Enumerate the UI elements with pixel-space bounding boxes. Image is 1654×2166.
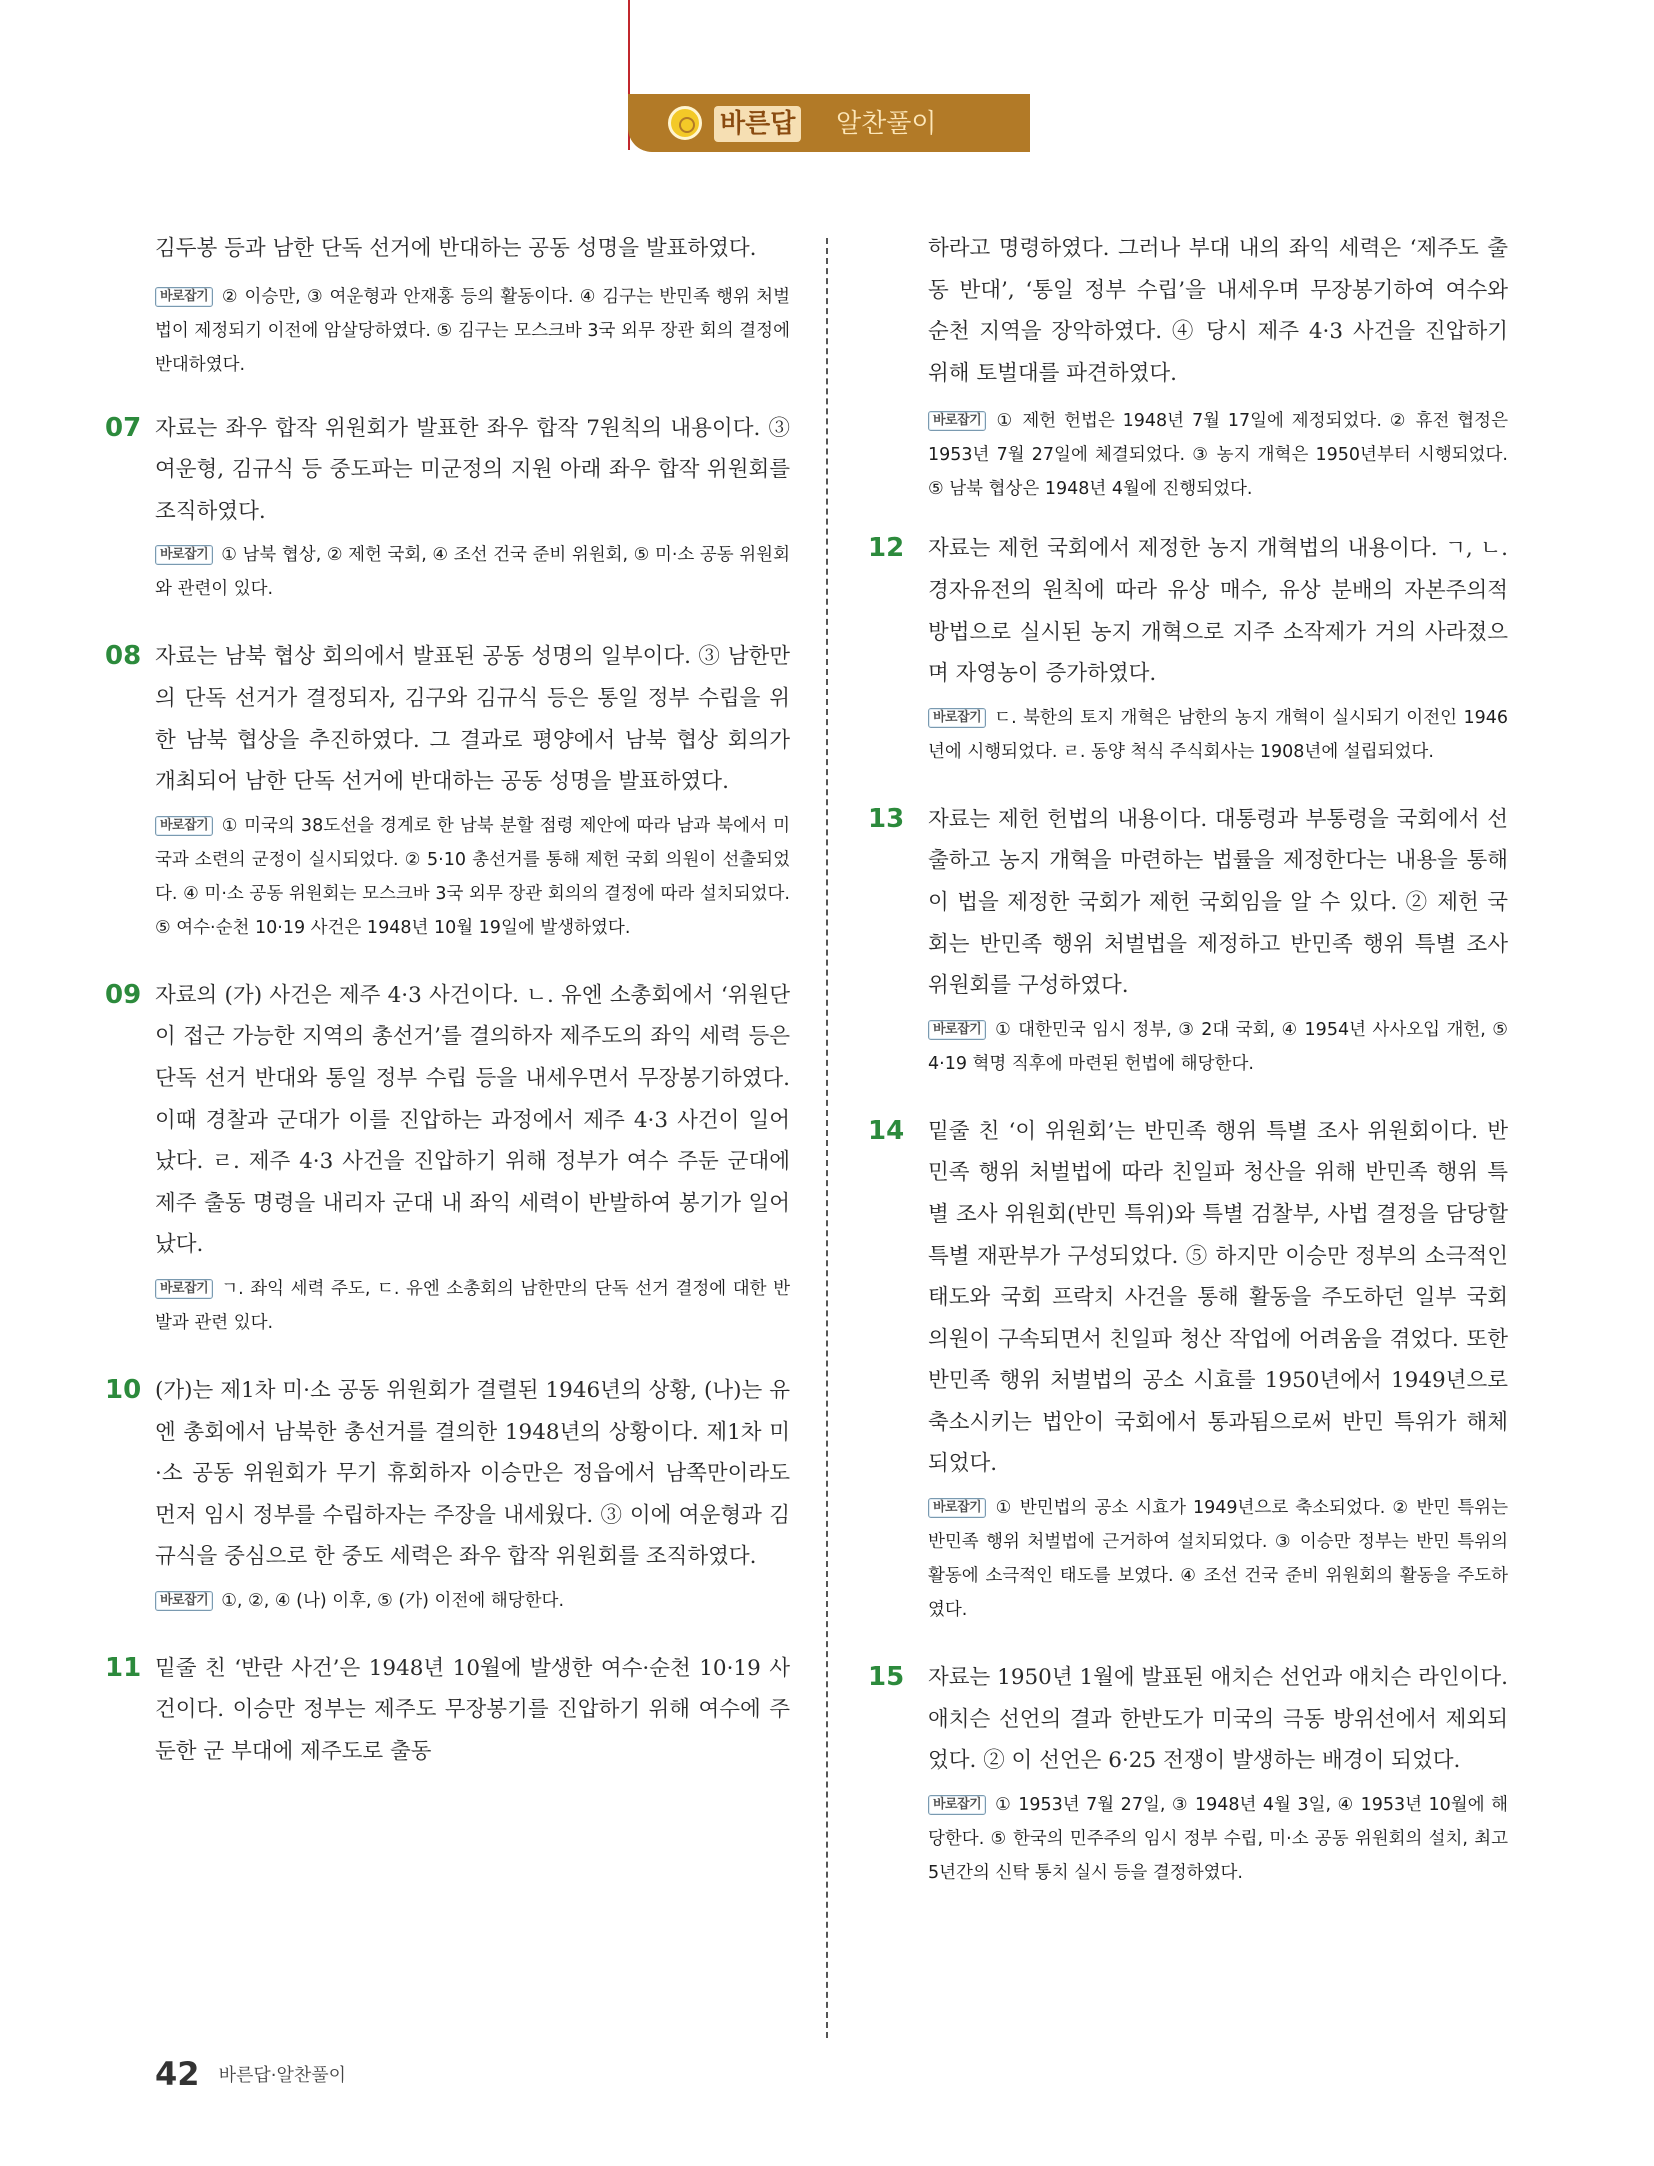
correction-badge: 바로잡기	[155, 816, 213, 836]
answer-item-09	[105, 975, 790, 1340]
item-note	[155, 809, 790, 945]
right-intro-text: 하라고 명령하였다. 그러나 부대 내의 좌익 세력은 ‘제주도 출동 반대’, ‘통일 정부 수립’을 내세우며 무장봉기하여 여수와 순천 지역을 장악하였다. ④ 당시 제주 4·3 사건을 진압하기 위해 토벌대를 파견하였다.	[928, 236, 1508, 386]
item-number: 09	[105, 979, 142, 1010]
answer-item-10	[105, 1370, 790, 1618]
answer-item-13	[868, 799, 1508, 1081]
item-explanation: (가)는 제1차 미·소 공동 위원회가 결렬된 1946년의 상황, (나)는 유엔 총회에서 남북한 총선거를 결의한 1948년의 상황이다. 제1차 미·소 공동 위원회가 무기 휴회하자 이승만은 정읍에서 남쪽만이라도 먼저 임시 정부를 수립하자는 주장을 내세웠다. ③ 이에 여운형과 김규식을 중심으로 한 중도 세력은 좌우 합작 위원회를 조직하였다.	[155, 1377, 790, 1570]
correction-badge: 바로잡기	[155, 545, 213, 565]
column-divider	[826, 238, 828, 2038]
header-tab	[628, 94, 1030, 152]
note-text: ① 대한민국 임시 정부, ③ 2대 국회, ④ 1954년 사사오입 개헌, ⑤ 4·19 혁명 직후에 마련된 헌법에 해당한다.	[928, 1019, 1508, 1074]
item-number: 11	[105, 1652, 142, 1683]
answer-item-07	[105, 408, 790, 607]
correction-badge: 바로잡기	[928, 708, 986, 728]
note-text: ① 1953년 7월 27일, ③ 1948년 4월 3일, ④ 1953년 10월에 해당한다. ⑤ 한국의 민주주의 임시 정부 수립, 미·소 공동 위원회의 설치, 최고 5년간의 신탁 통치 실시 등을 결정하였다.	[928, 1794, 1508, 1883]
note-text: ① 남북 협상, ② 제헌 국회, ④ 조선 건국 준비 위원회, ⑤ 미·소 공동 위원회와 관련이 있다.	[155, 545, 790, 600]
item-number: 10	[105, 1374, 142, 1405]
item-note	[928, 1491, 1508, 1627]
correction-badge: 바로잡기	[928, 411, 986, 431]
note-text: ①, ②, ④ (나) 이후, ⑤ (가) 이전에 해당한다.	[221, 1590, 565, 1611]
page-footer	[155, 2055, 346, 2093]
item-note	[155, 538, 790, 606]
item-number: 08	[105, 641, 142, 672]
item-explanation: 자료는 제헌 국회에서 제정한 농지 개혁법의 내용이다. ㄱ, ㄴ. 경자유전의 원칙에 따라 유상 매수, 유상 분배의 자본주의적 방법으로 실시된 농지 개혁으로 지주 소작제가 거의 사라졌으며 자영농이 증가하였다.	[928, 536, 1508, 687]
note-text: ② 이승만, ③ 여운형과 안재홍 등의 활동이다. ④ 김구는 반민족 행위 처벌법이 제정되기 이전에 암살당하였다. ⑤ 김구는 모스크바 3국 외무 장관 회의 결정에 반대하였다.	[155, 286, 790, 375]
footer-label: 바른답·알찬풀이	[218, 2065, 347, 2086]
correction-badge: 바로잡기	[928, 1795, 986, 1815]
right-column	[868, 228, 1508, 1920]
header-brand-sub: 알찬풀이	[836, 109, 937, 139]
item-explanation: 자료의 (가) 사건은 제주 4·3 사건이다. ㄴ. 유엔 소총회에서 ‘위원단이 접근 가능한 지역의 총선거’를 결의하자 제주도의 좌익 세력 등은 단독 선거 반대와 통일 정부 수립 등을 내세우면서 무장봉기하였다. 이때 경찰과 군대가 이를 진압하는 과정에서 제주 4·3 사건이 일어났다. ㄹ. 제주 4·3 사건을 진압하기 위해 정부가 여수 주둔 군대에 제주 출동 명령을 내리자 군대 내 좌익 세력이 반발하여 봉기가 일어났다.	[155, 982, 790, 1258]
page-number: 42	[155, 2055, 200, 2093]
note-text: ㄷ. 북한의 토지 개혁은 남한의 농지 개혁이 실시되기 이전인 1946년에 시행되었다. ㄹ. 동양 척식 주식회사는 1908년에 설립되었다.	[928, 707, 1508, 762]
item-number: 12	[868, 533, 905, 564]
item-number: 15	[868, 1662, 905, 1693]
item-note	[928, 1013, 1508, 1081]
correction-badge: 바로잡기	[155, 1591, 213, 1611]
correction-badge: 바로잡기	[155, 287, 213, 307]
clock-logo-icon	[668, 106, 702, 140]
item-note	[928, 1788, 1508, 1890]
item-note	[155, 1584, 790, 1618]
answer-item-12	[868, 528, 1508, 768]
item-explanation: 자료는 제헌 헌법의 내용이다. 대통령과 부통령을 국회에서 선출하고 농지 개혁을 마련하는 법률을 제정한다는 내용을 통해 이 법을 제정한 국회가 제헌 국회임을 알 수 있다. ② 제헌 국회는 반민족 행위 처벌법을 제정하고 반민족 행위 특별 조사 위원회를 구성하였다.	[928, 806, 1508, 999]
answer-item-15	[868, 1657, 1508, 1890]
item-explanation: 자료는 좌우 합작 위원회가 발표한 좌우 합작 7원칙의 내용이다. ③ 여운형, 김규식 등 중도파는 미군정의 지원 아래 좌우 합작 위원회를 조직하였다.	[155, 415, 790, 524]
correction-badge: 바로잡기	[155, 1279, 213, 1299]
item-note	[155, 1272, 790, 1340]
answer-item-11	[105, 1648, 790, 1773]
item-number: 14	[868, 1115, 905, 1146]
correction-badge: 바로잡기	[928, 1498, 986, 1518]
header-brand-main: 바른답	[714, 106, 801, 142]
answer-item-14	[868, 1111, 1508, 1627]
correction-badge: 바로잡기	[928, 1020, 986, 1040]
item-number: 07	[105, 412, 142, 443]
item-number: 13	[868, 803, 905, 834]
left-intro-note	[155, 280, 790, 382]
note-text: ① 반민법의 공소 시효가 1949년으로 축소되었다. ② 반민 특위는 반민족 행위 처벌법에 근거하여 설치되었다. ③ 이승만 정부는 반민 특위의 활동에 소극적인 태도를 보였다. ④ 조선 건국 준비 위원회의 활동을 주도하였다.	[928, 1498, 1508, 1621]
left-column	[105, 228, 790, 1803]
right-intro-note	[928, 404, 1508, 506]
note-text: ① 제헌 헌법은 1948년 7월 17일에 제정되었다. ② 휴전 협정은 1953년 7월 27일에 체결되었다. ③ 농지 개혁은 1950년부터 시행되었다. ⑤ 남북 협상은 1948년 4월에 진행되었다.	[928, 411, 1508, 500]
item-explanation: 밑줄 친 ‘이 위원회’는 반민족 행위 특별 조사 위원회이다. 반민족 행위 처벌법에 따라 친일파 청산을 위해 반민족 행위 특별 조사 위원회(반민 특위)와 특별 검찰부, 사법 결정을 담당할 특별 재판부가 구성되었다. ⑤ 하지만 이승만 정부의 소극적인 태도와 국회 프락치 사건을 통해 활동을 주도하던 일부 국회 의원이 구속되면서 친일파 청산 작업에 어려움을 겪었다. 또한 반민족 행위 처벌법의 공소 시효를 1950년에서 1949년으로 축소시키는 법안이 국회에서 통과됨으로써 반민 특위가 해체되었다.	[928, 1118, 1508, 1477]
item-explanation: 자료는 1950년 1월에 발표된 애치슨 선언과 애치슨 라인이다. 애치슨 선언의 결과 한반도가 미국의 극동 방위선에서 제외되었다. ② 이 선언은 6·25 전쟁이 발생하는 배경이 되었다.	[928, 1665, 1508, 1774]
item-explanation: 자료는 남북 협상 회의에서 발표된 공동 성명의 일부이다. ③ 남한만의 단독 선거가 결정되자, 김구와 김규식 등은 통일 정부 수립을 위한 남북 협상을 추진하였다. 그 결과로 평양에서 남북 협상 회의가 개최되어 남한 단독 선거에 반대하는 공동 성명을 발표하였다.	[155, 644, 790, 795]
item-note	[928, 701, 1508, 769]
note-text: ㄱ. 좌익 세력 주도, ㄷ. 유엔 소총회의 남한만의 단독 선거 결정에 대한 반발과 관련 있다.	[155, 1278, 790, 1333]
item-explanation: 밑줄 친 ‘반란 사건’은 1948년 10월에 발생한 여수·순천 10·19 사건이다. 이승만 정부는 제주도 무장봉기를 진압하기 위해 여수에 주둔한 군 부대에 제주도로 출동	[155, 1655, 790, 1765]
note-text: ① 미국의 38도선을 경계로 한 남북 분할 점령 제안에 따라 남과 북에서 미국과 소련의 군정이 실시되었다. ② 5·10 총선거를 통해 제헌 국회 의원이 선출되었다. ④ 미·소 공동 위원회는 모스크바 3국 외무 장관 회의의 결정에 따라 설치되었다. ⑤ 여수·순천 10·19 사건은 1948년 10월 19일에 발생하였다.	[155, 815, 790, 938]
left-intro-text: 김두봉 등과 남한 단독 선거에 반대하는 공동 성명을 발표하였다.	[155, 236, 757, 261]
answer-item-08	[105, 636, 790, 944]
